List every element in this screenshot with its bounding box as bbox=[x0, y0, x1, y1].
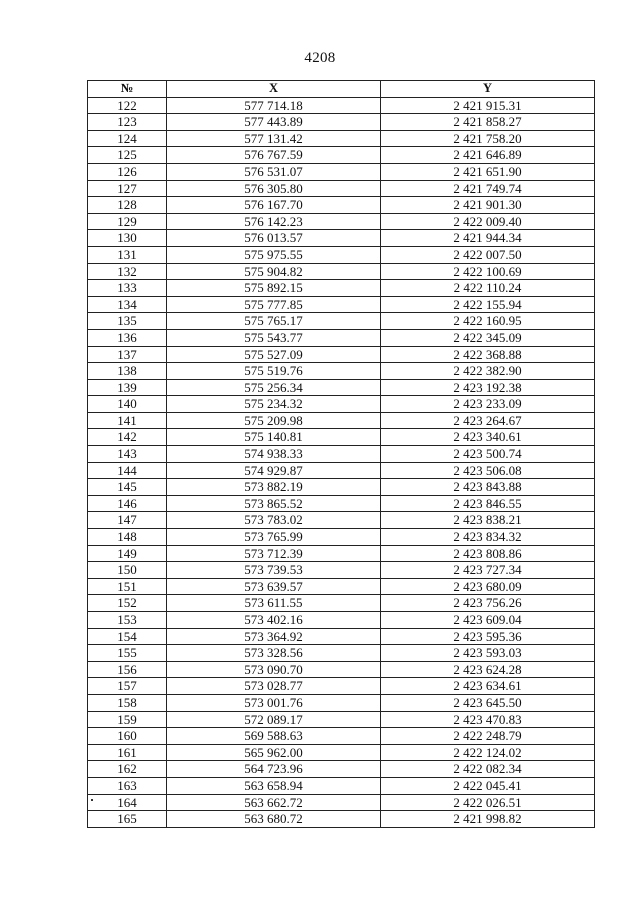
table-row bbox=[88, 495, 595, 512]
table-row bbox=[88, 562, 595, 579]
table-row bbox=[88, 197, 595, 214]
point-number: 133 bbox=[88, 280, 167, 297]
scan-speck bbox=[91, 799, 93, 801]
point-number: 151 bbox=[88, 578, 167, 595]
table-row bbox=[88, 363, 595, 380]
y-coordinate: 2 423 609.04 bbox=[381, 612, 595, 629]
x-coordinate: 576 305.80 bbox=[167, 180, 381, 197]
table-row bbox=[88, 678, 595, 695]
y-coordinate: 2 423 846.55 bbox=[381, 495, 595, 512]
x-coordinate: 576 013.57 bbox=[167, 230, 381, 247]
y-coordinate: 2 422 160.95 bbox=[381, 313, 595, 330]
header-y: Y bbox=[381, 81, 595, 98]
table-row bbox=[88, 296, 595, 313]
y-coordinate: 2 423 756.26 bbox=[381, 595, 595, 612]
point-number: 123 bbox=[88, 114, 167, 131]
x-coordinate: 576 531.07 bbox=[167, 163, 381, 180]
point-number: 163 bbox=[88, 777, 167, 794]
y-coordinate: 2 422 124.02 bbox=[381, 744, 595, 761]
point-number: 128 bbox=[88, 197, 167, 214]
x-coordinate: 563 680.72 bbox=[167, 811, 381, 828]
y-coordinate: 2 423 506.08 bbox=[381, 462, 595, 479]
y-coordinate: 2 423 838.21 bbox=[381, 512, 595, 529]
table-row bbox=[88, 230, 595, 247]
table-row bbox=[88, 163, 595, 180]
x-coordinate: 574 938.33 bbox=[167, 446, 381, 463]
point-number: 136 bbox=[88, 329, 167, 346]
point-number: 140 bbox=[88, 396, 167, 413]
point-number: 134 bbox=[88, 296, 167, 313]
table-row bbox=[88, 694, 595, 711]
table-row bbox=[88, 462, 595, 479]
table-row bbox=[88, 479, 595, 496]
x-coordinate: 577 443.89 bbox=[167, 114, 381, 131]
point-number: 147 bbox=[88, 512, 167, 529]
point-number: 144 bbox=[88, 462, 167, 479]
x-coordinate: 576 167.70 bbox=[167, 197, 381, 214]
point-number: 122 bbox=[88, 97, 167, 114]
point-number: 127 bbox=[88, 180, 167, 197]
point-number: 150 bbox=[88, 562, 167, 579]
y-coordinate: 2 421 749.74 bbox=[381, 180, 595, 197]
x-coordinate: 573 090.70 bbox=[167, 661, 381, 678]
y-coordinate: 2 421 915.31 bbox=[381, 97, 595, 114]
point-number: 154 bbox=[88, 628, 167, 645]
table-row bbox=[88, 263, 595, 280]
point-number: 124 bbox=[88, 130, 167, 147]
x-coordinate: 573 402.16 bbox=[167, 612, 381, 629]
point-number: 158 bbox=[88, 694, 167, 711]
header-row bbox=[88, 81, 595, 98]
point-number: 157 bbox=[88, 678, 167, 695]
y-coordinate: 2 422 007.50 bbox=[381, 246, 595, 263]
y-coordinate: 2 423 808.86 bbox=[381, 545, 595, 562]
y-coordinate: 2 422 382.90 bbox=[381, 363, 595, 380]
table-row bbox=[88, 412, 595, 429]
x-coordinate: 573 765.99 bbox=[167, 529, 381, 546]
point-number: 162 bbox=[88, 761, 167, 778]
x-coordinate: 577 131.42 bbox=[167, 130, 381, 147]
table-header bbox=[88, 81, 595, 98]
point-number: 137 bbox=[88, 346, 167, 363]
point-number: 146 bbox=[88, 495, 167, 512]
point-number: 142 bbox=[88, 429, 167, 446]
y-coordinate: 2 423 680.09 bbox=[381, 578, 595, 595]
y-coordinate: 2 422 345.09 bbox=[381, 329, 595, 346]
table-row bbox=[88, 396, 595, 413]
table-row bbox=[88, 728, 595, 745]
y-coordinate: 2 422 110.24 bbox=[381, 280, 595, 297]
y-coordinate: 2 423 624.28 bbox=[381, 661, 595, 678]
table-row bbox=[88, 313, 595, 330]
x-coordinate: 573 783.02 bbox=[167, 512, 381, 529]
table-row bbox=[88, 280, 595, 297]
y-coordinate: 2 422 100.69 bbox=[381, 263, 595, 280]
table-row bbox=[88, 246, 595, 263]
y-coordinate: 2 423 264.67 bbox=[381, 412, 595, 429]
y-coordinate: 2 422 248.79 bbox=[381, 728, 595, 745]
x-coordinate: 563 658.94 bbox=[167, 777, 381, 794]
table-row bbox=[88, 512, 595, 529]
x-coordinate: 575 140.81 bbox=[167, 429, 381, 446]
table-row bbox=[88, 529, 595, 546]
y-coordinate: 2 423 470.83 bbox=[381, 711, 595, 728]
x-coordinate: 575 543.77 bbox=[167, 329, 381, 346]
table-row bbox=[88, 811, 595, 828]
x-coordinate: 575 527.09 bbox=[167, 346, 381, 363]
x-coordinate: 573 611.55 bbox=[167, 595, 381, 612]
x-coordinate: 573 028.77 bbox=[167, 678, 381, 695]
coordinates-table bbox=[87, 80, 595, 828]
x-coordinate: 577 714.18 bbox=[167, 97, 381, 114]
table-row bbox=[88, 213, 595, 230]
point-number: 145 bbox=[88, 479, 167, 496]
point-number: 164 bbox=[88, 794, 167, 811]
x-coordinate: 573 001.76 bbox=[167, 694, 381, 711]
x-coordinate: 565 962.00 bbox=[167, 744, 381, 761]
table-row bbox=[88, 346, 595, 363]
table-row bbox=[88, 429, 595, 446]
point-number: 143 bbox=[88, 446, 167, 463]
table-row bbox=[88, 130, 595, 147]
point-number: 161 bbox=[88, 744, 167, 761]
y-coordinate: 2 421 944.34 bbox=[381, 230, 595, 247]
point-number: 139 bbox=[88, 379, 167, 396]
y-coordinate: 2 421 998.82 bbox=[381, 811, 595, 828]
table-row bbox=[88, 612, 595, 629]
y-coordinate: 2 423 645.50 bbox=[381, 694, 595, 711]
x-coordinate: 575 256.34 bbox=[167, 379, 381, 396]
x-coordinate: 575 765.17 bbox=[167, 313, 381, 330]
page-number: 4208 bbox=[304, 50, 336, 66]
table-row bbox=[88, 761, 595, 778]
y-coordinate: 2 421 858.27 bbox=[381, 114, 595, 131]
point-number: 155 bbox=[88, 645, 167, 662]
x-coordinate: 576 142.23 bbox=[167, 213, 381, 230]
table-row bbox=[88, 329, 595, 346]
table-row bbox=[88, 545, 595, 562]
x-coordinate: 576 767.59 bbox=[167, 147, 381, 164]
x-coordinate: 573 328.56 bbox=[167, 645, 381, 662]
table-row bbox=[88, 711, 595, 728]
table-body bbox=[88, 97, 595, 827]
x-coordinate: 573 865.52 bbox=[167, 495, 381, 512]
table-row bbox=[88, 446, 595, 463]
point-number: 148 bbox=[88, 529, 167, 546]
x-coordinate: 575 892.15 bbox=[167, 280, 381, 297]
x-coordinate: 573 364.92 bbox=[167, 628, 381, 645]
x-coordinate: 573 739.53 bbox=[167, 562, 381, 579]
table-row bbox=[88, 379, 595, 396]
y-coordinate: 2 423 843.88 bbox=[381, 479, 595, 496]
x-coordinate: 575 904.82 bbox=[167, 263, 381, 280]
table-row bbox=[88, 794, 595, 811]
y-coordinate: 2 423 593.03 bbox=[381, 645, 595, 662]
y-coordinate: 2 422 045.41 bbox=[381, 777, 595, 794]
y-coordinate: 2 423 595.36 bbox=[381, 628, 595, 645]
x-coordinate: 572 089.17 bbox=[167, 711, 381, 728]
x-coordinate: 573 712.39 bbox=[167, 545, 381, 562]
point-number: 126 bbox=[88, 163, 167, 180]
y-coordinate: 2 423 634.61 bbox=[381, 678, 595, 695]
point-number: 165 bbox=[88, 811, 167, 828]
table-row bbox=[88, 147, 595, 164]
table-row bbox=[88, 97, 595, 114]
y-coordinate: 2 422 026.51 bbox=[381, 794, 595, 811]
point-number: 131 bbox=[88, 246, 167, 263]
y-coordinate: 2 422 368.88 bbox=[381, 346, 595, 363]
y-coordinate: 2 421 646.89 bbox=[381, 147, 595, 164]
y-coordinate: 2 421 758.20 bbox=[381, 130, 595, 147]
point-number: 152 bbox=[88, 595, 167, 612]
y-coordinate: 2 421 901.30 bbox=[381, 197, 595, 214]
x-coordinate: 575 519.76 bbox=[167, 363, 381, 380]
header-number: № bbox=[88, 81, 167, 98]
point-number: 156 bbox=[88, 661, 167, 678]
table-row bbox=[88, 595, 595, 612]
point-number: 132 bbox=[88, 263, 167, 280]
y-coordinate: 2 421 651.90 bbox=[381, 163, 595, 180]
table-row bbox=[88, 114, 595, 131]
y-coordinate: 2 423 834.32 bbox=[381, 529, 595, 546]
point-number: 138 bbox=[88, 363, 167, 380]
x-coordinate: 575 209.98 bbox=[167, 412, 381, 429]
x-coordinate: 563 662.72 bbox=[167, 794, 381, 811]
table-row bbox=[88, 180, 595, 197]
x-coordinate: 575 777.85 bbox=[167, 296, 381, 313]
point-number: 129 bbox=[88, 213, 167, 230]
y-coordinate: 2 422 082.34 bbox=[381, 761, 595, 778]
point-number: 135 bbox=[88, 313, 167, 330]
table-row bbox=[88, 578, 595, 595]
y-coordinate: 2 423 233.09 bbox=[381, 396, 595, 413]
table-row bbox=[88, 744, 595, 761]
x-coordinate: 573 882.19 bbox=[167, 479, 381, 496]
point-number: 130 bbox=[88, 230, 167, 247]
point-number: 153 bbox=[88, 612, 167, 629]
point-number: 159 bbox=[88, 711, 167, 728]
point-number: 149 bbox=[88, 545, 167, 562]
table-row bbox=[88, 661, 595, 678]
x-coordinate: 575 975.55 bbox=[167, 246, 381, 263]
y-coordinate: 2 423 340.61 bbox=[381, 429, 595, 446]
y-coordinate: 2 422 155.94 bbox=[381, 296, 595, 313]
y-coordinate: 2 423 192.38 bbox=[381, 379, 595, 396]
x-coordinate: 573 639.57 bbox=[167, 578, 381, 595]
y-coordinate: 2 422 009.40 bbox=[381, 213, 595, 230]
x-coordinate: 564 723.96 bbox=[167, 761, 381, 778]
table-row bbox=[88, 645, 595, 662]
table-row bbox=[88, 628, 595, 645]
y-coordinate: 2 423 500.74 bbox=[381, 446, 595, 463]
point-number: 141 bbox=[88, 412, 167, 429]
y-coordinate: 2 423 727.34 bbox=[381, 562, 595, 579]
table-row bbox=[88, 777, 595, 794]
x-coordinate: 574 929.87 bbox=[167, 462, 381, 479]
x-coordinate: 575 234.32 bbox=[167, 396, 381, 413]
point-number: 125 bbox=[88, 147, 167, 164]
point-number: 160 bbox=[88, 728, 167, 745]
header-x: X bbox=[167, 81, 381, 98]
x-coordinate: 569 588.63 bbox=[167, 728, 381, 745]
